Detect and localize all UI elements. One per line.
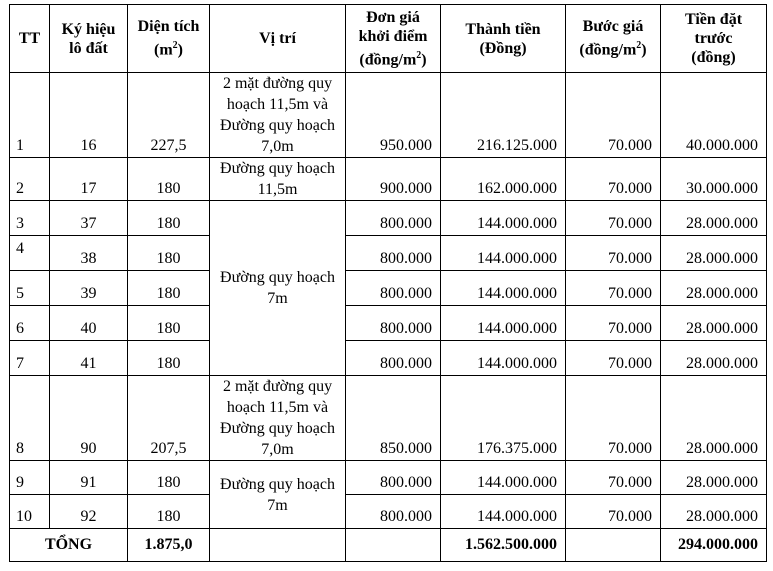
cell-lo: 37: [50, 201, 128, 236]
cell-thanh-tien: 176.375.000: [441, 376, 566, 461]
cell-lo: 38: [50, 236, 128, 271]
table-row: [10, 158, 767, 201]
total-dien-tich: 1.875,0: [128, 529, 210, 562]
header-thanh-tien: Thành tiền (Đồng): [441, 5, 566, 73]
cell-buoc-gia: 70.000: [566, 306, 661, 341]
cell-tt: 2: [10, 158, 50, 201]
cell-thanh-tien: 144.000.000: [441, 461, 566, 495]
cell-don-gia: 800.000: [346, 271, 441, 306]
cell-dien-tich: 180: [128, 495, 210, 529]
cell-thanh-tien: 144.000.000: [441, 306, 566, 341]
table-row: [10, 306, 767, 341]
cell-lo: 91: [50, 461, 128, 495]
cell-don-gia: 800.000: [346, 341, 441, 376]
cell-buoc-gia: 70.000: [566, 376, 661, 461]
header-tt: TT: [10, 5, 50, 73]
cell-don-gia: 800.000: [346, 495, 441, 529]
cell-tt: 7: [10, 341, 50, 376]
total-row: [10, 529, 767, 562]
cell-buoc-gia: 70.000: [566, 341, 661, 376]
cell-buoc-gia: 70.000: [566, 236, 661, 271]
cell-lo: 92: [50, 495, 128, 529]
cell-tt: 9: [10, 461, 50, 495]
cell-thanh-tien: 216.125.000: [441, 73, 566, 158]
cell-tt: 3: [10, 201, 50, 236]
land-auction-table: [9, 4, 767, 562]
cell-thanh-tien: 144.000.000: [441, 201, 566, 236]
cell-don-gia: 800.000: [346, 201, 441, 236]
cell-thanh-tien: 144.000.000: [441, 495, 566, 529]
total-thanh-tien: 1.562.500.000: [441, 529, 566, 562]
cell-tt: 6: [10, 306, 50, 341]
cell-lo: 16: [50, 73, 128, 158]
cell-dien-tich: 227,5: [128, 73, 210, 158]
header-row: [10, 5, 767, 73]
cell-tt: 8: [10, 376, 50, 461]
header-buoc-gia: Bước giá $(đồng/m^2)$: [566, 5, 661, 73]
cell-dien-tich: 180: [128, 236, 210, 271]
table-row: [10, 271, 767, 306]
table-row: [10, 201, 767, 236]
total-empty-cell: [566, 529, 661, 562]
cell-don-gia: 900.000: [346, 158, 441, 201]
cell-vi-tri: Đường quy hoạch 7m: [210, 201, 346, 376]
cell-lo: 39: [50, 271, 128, 306]
cell-buoc-gia: 70.000: [566, 73, 661, 158]
header-dien-tich: Diện tích $(m^2)$: [128, 5, 210, 73]
cell-tt: 4: [10, 236, 50, 271]
cell-tien-dat-truoc: 28.000.000: [661, 306, 767, 341]
cell-lo: 17: [50, 158, 128, 201]
header-vi-tri: Vị trí: [210, 5, 346, 73]
cell-buoc-gia: 70.000: [566, 461, 661, 495]
cell-vi-tri: Đường quy hoạch 7m: [210, 461, 346, 529]
cell-tien-dat-truoc: 28.000.000: [661, 461, 767, 495]
cell-thanh-tien: 144.000.000: [441, 271, 566, 306]
header-don-gia: Đơn giá khởi điểm $(đồng/m^2)$: [346, 5, 441, 73]
cell-tien-dat-truoc: 28.000.000: [661, 236, 767, 271]
cell-don-gia: 950.000: [346, 73, 441, 158]
cell-vi-tri: Đường quy hoạch 11,5m: [210, 158, 346, 201]
cell-lo: 41: [50, 341, 128, 376]
cell-lo: 40: [50, 306, 128, 341]
cell-buoc-gia: 70.000: [566, 495, 661, 529]
cell-buoc-gia: 70.000: [566, 201, 661, 236]
cell-dien-tich: 180: [128, 306, 210, 341]
cell-dien-tich: 180: [128, 341, 210, 376]
cell-dien-tich: 180: [128, 461, 210, 495]
cell-don-gia: 850.000: [346, 376, 441, 461]
cell-tien-dat-truoc: 28.000.000: [661, 271, 767, 306]
cell-thanh-tien: 162.000.000: [441, 158, 566, 201]
cell-dien-tich: 180: [128, 271, 210, 306]
cell-tien-dat-truoc: 28.000.000: [661, 341, 767, 376]
cell-tt: 5: [10, 271, 50, 306]
table-row: [10, 341, 767, 376]
header-ky-hieu: Ký hiệu lô đất: [50, 5, 128, 73]
header-tien-dat-truoc: Tiền đặt trước (đồng): [661, 5, 767, 73]
cell-tt: 10: [10, 495, 50, 529]
table-row: [10, 376, 767, 461]
table-row: [10, 73, 767, 158]
cell-thanh-tien: 144.000.000: [441, 341, 566, 376]
total-empty-cell: [346, 529, 441, 562]
table-row: [10, 236, 767, 271]
total-tien-dat-truoc: 294.000.000: [661, 529, 767, 562]
cell-tien-dat-truoc: 28.000.000: [661, 201, 767, 236]
cell-vi-tri: 2 mặt đường quy hoạch 11,5m và Đường quy hoạch 7,0m: [210, 73, 346, 158]
cell-dien-tich: 180: [128, 158, 210, 201]
cell-don-gia: 800.000: [346, 461, 441, 495]
cell-thanh-tien: 144.000.000: [441, 236, 566, 271]
cell-tien-dat-truoc: 30.000.000: [661, 158, 767, 201]
cell-don-gia: 800.000: [346, 236, 441, 271]
cell-dien-tich: 207,5: [128, 376, 210, 461]
cell-tien-dat-truoc: 28.000.000: [661, 495, 767, 529]
cell-buoc-gia: 70.000: [566, 158, 661, 201]
cell-dien-tich: 180: [128, 201, 210, 236]
cell-tt: 1: [10, 73, 50, 158]
cell-buoc-gia: 70.000: [566, 271, 661, 306]
cell-tien-dat-truoc: 28.000.000: [661, 376, 767, 461]
cell-lo: 90: [50, 376, 128, 461]
total-empty-cell: [210, 529, 346, 562]
cell-don-gia: 800.000: [346, 306, 441, 341]
table-row: [10, 461, 767, 495]
cell-tien-dat-truoc: 40.000.000: [661, 73, 767, 158]
table-row: [10, 495, 767, 529]
total-label: TỔNG: [10, 529, 128, 562]
cell-vi-tri: 2 mặt đường quy hoạch 11,5m và Đường quy hoạch 7,0m: [210, 376, 346, 461]
